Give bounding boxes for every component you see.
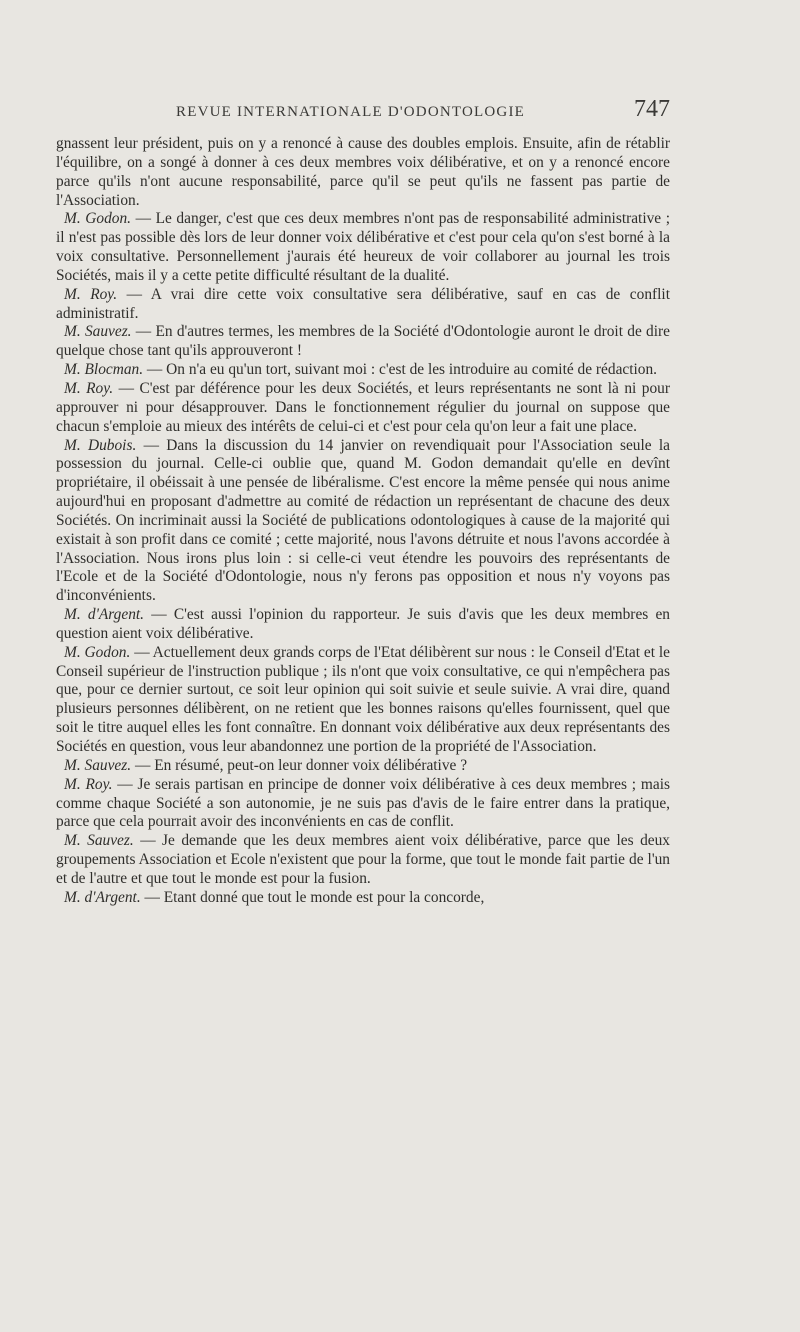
running-header (56, 96, 670, 126)
body-text (56, 135, 670, 908)
speaker-name: M. Roy. (64, 285, 118, 303)
paragraph-text: — On n'a eu qu'un tort, suivant moi : c'est de les introduire au comité de rédaction. (143, 361, 658, 379)
speaker-name: M. Roy. (64, 379, 114, 397)
paragraph-text: — Etant donné que tout le monde est pour la concorde, (140, 888, 485, 906)
paragraph-text: — En résumé, peut-on leur donner voix délibérative ? (131, 756, 468, 774)
speaker-name: M. Sauvez. (64, 323, 132, 341)
paragraph-text: — En d'autres termes, les membres de la Société d'Odontologie auront le droit de dire quelque chose tant qu'ils approuveront ! (56, 323, 670, 360)
paragraph-text: — Dans la discussion du 14 janvier on revendiquait pour l'Association seule la possession du journal. Celle-ci oublie que, quand M. Godon demandait qu'elle en devînt propriétaire, il obéissait à une pensée de libéralisme. C'est encore la même pensée qui nous anime aujourd'hui en proposant d'admettre au comité de rédaction un représentant de chacune des deux Sociétés. On incriminait aussi la Société de publications odontologiques à cause de la majorité qui existait à son profit dans ce comité ; cette majorité, nous l'avons détruite et nous l'avons accordée à l'Association. Nous irons plus loin : si celle-ci veut étendre les pouvoirs des représentants de l'Ecole et de la Société d'Odontologie, nous n'y ferons pas opposition et nous n'y voyons pas d'inconvénients. (56, 436, 670, 605)
speaker-name: M. Godon. (64, 643, 131, 661)
page-number: 747 (634, 96, 670, 122)
paragraph-text: — Je demande que les deux membres aient voix délibérative, parce que les deux groupements Association et Ecole n'existent que pour la forme, que tout le monde fait partie de l'un et de l'autre et que tout le monde est pour la fusion. (56, 832, 670, 887)
running-title: REVUE INTERNATIONALE D'ODONTOLOGIE (176, 104, 526, 120)
speaker-name: M. d'Argent. (64, 888, 141, 906)
speaker-name: M. Godon. (64, 210, 132, 228)
paragraph-text: — Je serais partisan en principe de donner voix délibérative à ces deux membres ; mais comme chaque Société a son autonomie, je ne suis pas d'avis de le faire entrer dans la pratique, parce que cela pourrait avoir des inconvénients en cas de conflit. (56, 775, 670, 831)
speaker-name: M. Roy. (64, 775, 113, 793)
paragraph (56, 757, 670, 776)
paragraph (56, 832, 670, 889)
paragraph (56, 210, 670, 285)
paragraph (56, 286, 670, 324)
paragraph-text: — C'est aussi l'opinion du rapporteur. Je suis d'avis que les deux membres en question aient voix délibérative. (56, 606, 670, 642)
speaker-name: M. Sauvez. (64, 832, 134, 850)
speaker-name: M. Dubois. (64, 436, 137, 454)
speaker-name: M. Sauvez. (64, 756, 132, 774)
speaker-name: M. Blocman. (64, 361, 144, 379)
paragraph (56, 644, 670, 757)
paragraph (56, 361, 670, 380)
paragraph (56, 323, 670, 361)
paragraph-text: — Le danger, c'est que ces deux membres n'ont pas de responsabilité administrative ; il n'est pas possible dès lors de leur donner voix délibérative et c'est pour cela qu'on s'est borné à la voix consultative. Personnellement j'aurais été heureux de voir collaborer au journal les trois Sociétés, mais il y a cette petite difficulté résultant de la dualité. (56, 210, 670, 284)
paragraph-text: — A vrai dire cette voix consultative sera délibérative, sauf en cas de conflit administratif. (56, 285, 670, 322)
paragraph (56, 437, 670, 607)
paragraph (56, 776, 670, 833)
paragraph (56, 889, 670, 908)
paragraph (56, 606, 670, 644)
paragraph-text: — C'est par déférence pour les deux Sociétés, et leurs représentants ne sont là ni pour approuver ni pour désapprouver. Dans le fonctionnement régulier du journal on suppose que chacun s'emploie au mieux des intérêts de celui-ci et c'est pour cela qu'on leur a fait une place. (56, 379, 670, 435)
paragraph-text: — Actuellement deux grands corps de l'Etat délibèrent sur nous : le Conseil d'Etat et le Conseil supérieur de l'instruction publique ; ils n'ont que voix consultative, ce qui n'empêchera pas que, pour ce dernier surtout, ce soit leur opinion qui soit suivie et seule suivie. A vrai dire, quand plusieurs personnes délibèrent, on ne retient que les bonnes raisons qu'elles fournissent, quel que soit le titre auquel elles les font connaître. En donnant voix délibérative aux deux représentants des Sociétés en question, vous leur abandonnez une portion de la propriété de l'Association. (56, 643, 670, 755)
paragraph (56, 135, 670, 210)
paragraph-text: gnassent leur président, puis on y a renoncé à cause des doubles emplois. Ensuite, afin de rétablir l'équilibre, on a songé à donner à ces deux membres voix délibérative, et on y a renoncé encore parce qu'ils n'ont aucune responsabilité, parce qu'il se peut qu'ils ne fassent pas partie de l'Association. (56, 135, 670, 209)
paragraph (56, 380, 670, 437)
speaker-name: M. d'Argent. (64, 606, 145, 624)
